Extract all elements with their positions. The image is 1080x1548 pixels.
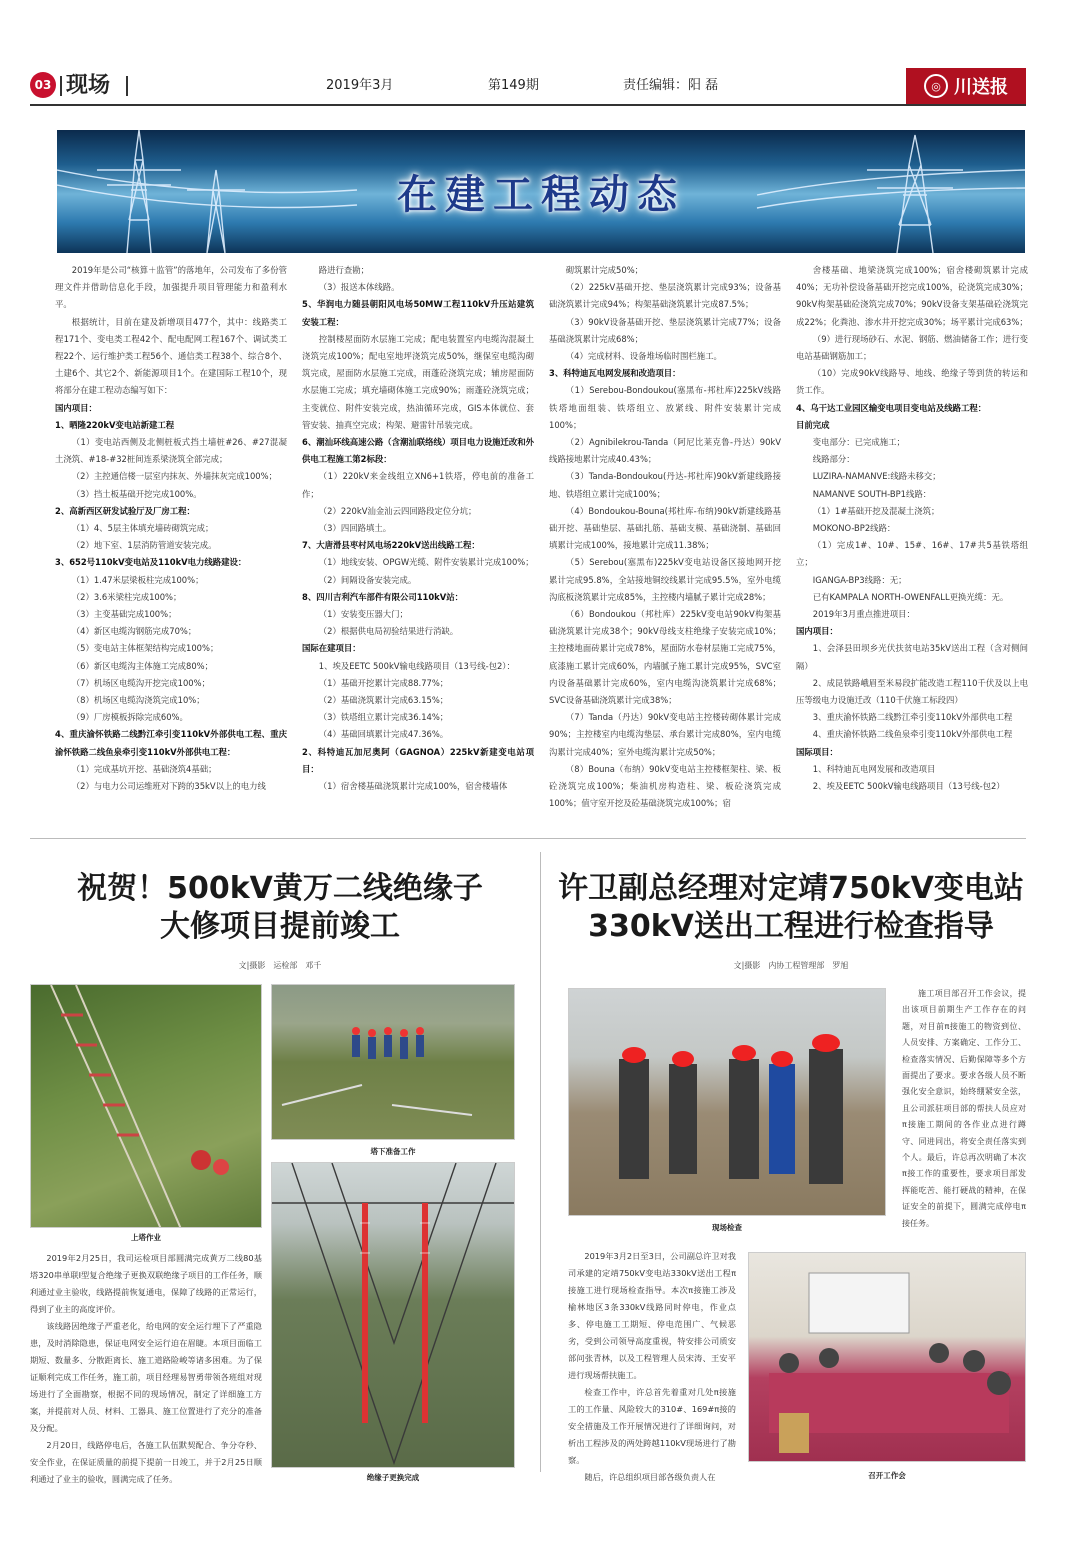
- paragraph: （7）机场区电缆沟开挖完成100%；: [71, 677, 210, 688]
- paragraph: 路进行查勘；: [318, 265, 370, 275]
- project-status-columns: [55, 262, 1030, 822]
- paragraph: 检查工作中，许总首先着重对几处π接施工的工作量、风险较大的310#、169#π接的安全措施及工作开展情况进行了详细询问，对析出工程涉及的两处跨越110kV现场进行了勘察。: [568, 1387, 736, 1465]
- paragraph: （9）厂房模板拆除完成60%。: [71, 712, 188, 723]
- paragraph: 2019年是公司“核算＋监管”的落地年，公司发布了多份管理文件并借助信息化手段，加强提升项目管理能力和盈利水平。: [55, 265, 287, 310]
- paragraph: （1）地线安装、OPGW光缆、附件安装累计完成100%；: [318, 557, 534, 568]
- paragraph: 砌筑累计完成50%；: [565, 265, 644, 275]
- article2-title-line2: 330kV送出工程进行检查指导: [588, 909, 994, 944]
- paragraph: （4）完成材料、设备堆场临时围栏施工。: [565, 351, 722, 362]
- issue-number: 第149期: [488, 78, 539, 93]
- paragraph: （3）Tanda-Bondoukou(丹达-邦杜库)90kV新建线路接地、铁塔组立累计完成100%；: [549, 471, 781, 499]
- column-heading: 4、乌干达工业园区输变电项目变电站及线路工程：: [796, 402, 987, 413]
- column-heading: 2、科特迪瓦加尼奥阿（GAGNOA）225kV新建变电站项目：: [302, 746, 534, 774]
- text-column-2: [302, 262, 534, 822]
- paragraph: （1）变电站西侧及北侧桩板式挡土墙桩#26、#27混凝土浇筑、#18-#32桩间连系梁浇筑全部完成；: [55, 437, 287, 465]
- column-heading: 国内项目：: [796, 626, 838, 637]
- paragraph: （2）主控通信楼一层室内抹灰、外墙抹灰完成100%；: [71, 471, 277, 482]
- paragraph: （1）基础开挖累计完成88.77%；: [318, 677, 449, 688]
- banner-title: 在建工程动态: [397, 172, 685, 218]
- paragraph: （2）基础浇筑累计完成63.15%；: [318, 695, 449, 706]
- paragraph: （2）225kV基础开挖、垫层浇筑累计完成93%；设备基础浇筑累计完成94%；构架基础浇筑累计完成87.5%；: [549, 282, 781, 310]
- section-divider: [30, 838, 1026, 839]
- column-divider: [540, 852, 541, 1472]
- section-name: 现场: [66, 73, 111, 98]
- photo-caption: 塔下准备工作: [370, 1147, 416, 1156]
- work-meeting-photo: [748, 1252, 1026, 1462]
- paragraph: （3）90kV设备基础开挖、垫层浇筑累计完成77%；设备基础浇筑累计完成68%；: [549, 316, 781, 344]
- paragraph: 2019年3月重点推进项目：: [812, 609, 915, 620]
- column-heading: 国内项目：: [55, 402, 97, 413]
- photo-caption: 现场检查: [712, 1223, 742, 1232]
- newspaper-logo: [906, 68, 1026, 104]
- site-inspection-photo: [568, 988, 886, 1216]
- divider: [126, 76, 128, 96]
- paragraph: （1）1#基础开挖及混凝土浇筑；: [812, 505, 940, 516]
- paragraph: （6）新区电缆沟主体施工完成80%；: [71, 660, 213, 671]
- paragraph: （1）1.47米层梁板柱完成100%；: [71, 574, 204, 585]
- paragraph: 2019年3月2日至3日，公司副总许卫对我司承建的定靖750kV变电站330kV送出工程π接施工进行现场检查指导。本次π接施工涉及榆林地区3条330kV线路同时停电，作业点多、停电施工工期短、停电范围广、气候恶劣，受到公司领导高度重视，特安排公司质安部问张青林，以及工程管理人员宋涛、王安平进行现场帮扶施工。: [568, 1251, 736, 1380]
- paragraph: LUZIRA-NAMANVE:线路未移交；: [812, 471, 941, 482]
- paragraph: 根据统计，目前在建及新增项目477个，其中：线路类工程171个、变电类工程42个、配电配网工程167个、调试类工程22个、运行维护类工程56个、通信类工程38个、综合8个、土建6个、其它2个、新能源项目1个。在建国际工程10个，现将部分在建工程动态编写如下：: [55, 316, 287, 396]
- paragraph: （4）新区电缆沟钢筋完成70%；: [71, 626, 197, 637]
- paragraph: 随后，许总组织项目部各级负责人在: [584, 1472, 716, 1482]
- issue-date: 2019年3月: [326, 78, 394, 93]
- column-heading: 6、潮汕环线高速公路（含潮汕联络线）项目电力设施迁改和外供电工程施工第2标段：: [302, 437, 534, 465]
- paragraph: （2）与电力公司运维班对下跨的35kV以上的电力线: [71, 781, 266, 792]
- photo-caption: 上塔作业: [131, 1233, 161, 1242]
- photo-caption: 召开工作会: [868, 1471, 906, 1480]
- article1-credit: 文|摄影 运检部 邓千: [238, 961, 322, 970]
- page-number: 03: [30, 72, 56, 98]
- paragraph: （7）Tanda（丹达）90kV变电站主控楼砖砌体累计完成90%；主控楼室内电缆沟垫层、承台累计完成80%，室内电缆沟累计完成40%；室外电缆沟累计完成50%；: [549, 712, 781, 757]
- paragraph: （1）安装变压器大门；: [318, 609, 408, 620]
- paragraph: 该线路因绝缘子严重老化，给电网的安全运行埋下了严重隐患，及时消除隐患，保证电网安全运行迫在眉睫。本项目面临工期短、数量多、分散距离长、施工道路险峻等诸多困难。为了保证顺利完成工作任务，施工前，项目经理易智勇带领各班组对现场进行了全面勘察，根据不同的现场情况，制定了详细施工方案，并提前对人员、材料、工器具、施工位置进行了充分的准备及分配。: [30, 1321, 262, 1433]
- workers-illustration: [272, 985, 515, 1140]
- article1-title: [30, 870, 530, 946]
- tower-work-photo: [30, 984, 262, 1228]
- paragraph: （1）完成基坑开挖、基础浇筑4基础；: [71, 763, 217, 774]
- paragraph: （2）地下室、1层消防管道安装完成。: [71, 540, 217, 551]
- paragraph: （8）机场区电缆沟浇筑完成10%；: [71, 695, 205, 706]
- paragraph: 线路部分：: [812, 454, 855, 465]
- paragraph: （1）Serebou-Bondoukou(塞黑布-邦杜库)225kV线路铁塔地面组装、铁塔组立、放紧线、附件安装累计完成100%；: [549, 385, 781, 430]
- paragraph: 控制楼屋面防水层施工完成；配电装置室内电缆沟混凝土浇筑完成100%；配电室地坪浇筑完成50%，继保室电缆沟砌筑完成，屋面防水层施工完成，雨蓬砼浇筑完成；辅房屋面防水层施工完成；填充墙砌体施工完成90%；雨蓬砼浇筑完成；主变就位、附件安装完成，热油循环完成，GIS本体就位、套管安装、抽真空完成；构架、避雷针吊装完成。: [302, 333, 534, 430]
- page-header: [30, 68, 1026, 104]
- column-heading: 国际在建项目：: [302, 643, 361, 654]
- paragraph: 3、重庆渝怀铁路二线黔江牵引变110kV外部供电工程: [812, 712, 1013, 723]
- banner: [57, 130, 1025, 253]
- article1-title-line2: 大修项目提前竣工: [160, 909, 400, 944]
- paragraph: （2）根据供电局初验结果进行消缺。: [318, 626, 459, 637]
- paragraph: 舍楼基础、地梁浇筑完成100%；宿舍楼砌筑累计完成40%；无功补偿设备基础开挖完成100%，砼浇筑完成30%；90kV构架基础砼浇筑完成70%；90kV设备支架基础砼浇筑完成22%；化粪池、渗水井开挖完成30%；场平累计完成63%；: [796, 265, 1028, 327]
- insulator-string-illustration: [272, 1163, 515, 1468]
- column-heading: 3、科特迪瓦电网发展和改造项目：: [549, 368, 681, 379]
- logo-emblem-icon: ◎: [924, 74, 948, 98]
- column-heading: 5、华润电力随县朝阳风电场50MW工程110kV升压站建筑安装工程：: [302, 299, 534, 327]
- paragraph: （3）主变基础完成100%；: [71, 609, 177, 620]
- paragraph: MOKONO-BP2线路：: [812, 523, 896, 534]
- column-heading: 8、四川吉利汽车部件有限公司110kV站：: [302, 591, 463, 602]
- column-heading: 1、晒隆220kV变电站新建工程: [55, 419, 175, 430]
- paragraph: NAMANVE SOUTH-BP1线路：: [812, 488, 932, 499]
- paragraph: （3）四回路填土。: [318, 523, 392, 534]
- paragraph: （3）铁塔组立累计完成36.14%；: [318, 712, 449, 723]
- paragraph: （9）进行现场砂石、水泥、钢筋、燃油储备工作；进行变电站基础钢筋加工；: [796, 333, 1028, 362]
- paragraph: （5）Serebou(塞黑布)225kV变电站设备区接地网开挖累计完成95.8%，全站接地铜绞线累计完成95.5%，室外电缆沟底板浇筑累计完成85%，主控楼内墙腻子累计完成28%；: [549, 557, 781, 602]
- text-column-1: [55, 262, 287, 822]
- paragraph: 1、科特迪瓦电网发展和改造项目: [812, 763, 936, 774]
- paragraph: （5）变电站主体框架结构完成100%；: [71, 643, 219, 654]
- paragraph: 2、成昆铁路峨眉至米易段扩能改造工程110千伏及以上电压等级电力设施迁改（110千伏施工标段四）: [796, 677, 1028, 706]
- column-heading: 7、大唐滑县枣村风电场220kV送出线路工程：: [302, 540, 480, 551]
- editor: 责任编辑：阳 磊: [623, 78, 719, 93]
- article2-credit: 文|摄影 内协工程管理部 罗旭: [733, 961, 849, 970]
- paragraph: IGANGA-BP3线路：无；: [812, 574, 907, 585]
- paragraph: （2）3.6米梁柱完成100%；: [71, 591, 182, 602]
- column-heading: 2、高新西区研发试验厅及厂房工程：: [55, 505, 195, 516]
- paragraph: 2月20日，线路停电后，各施工队伍默契配合、争分夺秒、安全作业，在保证质量的前提下提前一日竣工，并于2月25日顺利通过了业主的验收，圆满完成了任务。: [30, 1440, 262, 1484]
- text-column-4: [796, 262, 1028, 822]
- paragraph: 1、埃及EETC 500kV输电线路项目（13号线-包2）：: [318, 660, 515, 671]
- paragraph: （1）宿舍楼基础浇筑累计完成100%，宿舍楼墙体: [318, 781, 508, 792]
- paragraph: （6）Bondoukou（邦杜库）225kV变电站90kV构架基础浇筑累计完成38个；90kV母线支柱绝缘子安装完成10%；主控楼地面砖累计完成78%，屋面防水卷材层施工完成75%，底漆施工累计完成60%，内墙腻子施工累计完成95%，SVC室内设备基础累计完成60%，室内电缆沟浇筑累计完成68%；SVC设备基础浇筑累计完成38%；: [549, 609, 781, 706]
- article2-title-line1: 许卫副总经理对定靖750kV变电站: [558, 871, 1024, 906]
- column-heading: 目前完成: [796, 419, 830, 430]
- paragraph: （2）220kV汕金汕云四回路段定位分坑；: [318, 505, 477, 516]
- paragraph: （4）Bondoukou-Bouna(邦杜库-布纳)90kV新建线路基础开挖、基础垫层、基础扎筋、基础支模、基础浇制、基础回填累计完成100%，接地累计完成11.38%；: [549, 505, 781, 551]
- paragraph: 已有KAMPALA NORTH-OWENFALL更换光缆：无。: [812, 591, 1009, 602]
- inspection-team-illustration: [569, 989, 886, 1216]
- paragraph: （1）完成1#、10#、15#、16#、17#共5基铁塔组立；: [796, 540, 1028, 568]
- paragraph: （4）基础回填累计完成47.36%。: [318, 729, 449, 740]
- logo-text: 川送报: [954, 77, 1008, 98]
- paragraph: （8）Bouna（布纳）90kV变电站主控楼框架柱、梁、板砼浇筑完成100%；柴油机房构造柱、梁、板砼浇筑完成100%；值守室开挖及砼基础浇筑完成100%；宿: [549, 763, 781, 809]
- paragraph: 2019年2月25日，我司运检项目部圆满完成黄万二线80基塔320串单联I型复合绝缘子更换双联绝缘子项目的工作任务，顺利通过业主验收，线路提前恢复通电，保障了线路的正常运行，得到了业主的高度评价。: [30, 1253, 262, 1314]
- header-rule: [30, 104, 1026, 106]
- article2-body: [568, 1248, 736, 1486]
- text-column-3: [549, 262, 781, 822]
- tower-ladder-illustration: [31, 985, 262, 1228]
- paragraph: （10）完成90kV线路导、地线、绝缘子等到货的转运和货工作。: [796, 368, 1028, 396]
- insulator-replacement-photo: [271, 1162, 515, 1468]
- ground-preparation-photo: [271, 984, 515, 1140]
- paragraph: 2、埃及EETC 500kV输电线路项目（13号线-包2）: [812, 781, 1005, 792]
- article1-title-line1: 祝贺！500kV黄万二线绝缘子: [77, 871, 483, 906]
- article2-title: [556, 870, 1026, 946]
- paragraph: 4、重庆渝怀铁路二线鱼泉牵引变110kV外部供电工程: [812, 729, 1013, 740]
- article2-side-text: [902, 986, 1026, 1232]
- paragraph: 施工项目部召开工作会议，提出该项目前期生产工作存在的问题，对目前π接施工的物资到位、人员安排、方案确定、工作分工、检查落实情况、后勤保障等多个方面提出了要求。要求各级人员不断强化安全意识，始终绷紧安全弦，且公司派驻项目部的帮扶人员应对π接施工期间的各作业点进行蹲守、同进同出，将安全责任落实到个人。最后，许总再次明确了本次π接工作的重要性，要求项目部发挥能吃苦、能打硬战的精神，在保证安全的前提下，圆满完成停电π接任务。: [902, 989, 1026, 1228]
- paragraph: （1）220kV来金线组立XN6+1铁塔，停电前的准备工作；: [302, 471, 534, 499]
- column-heading: 3、652号110kV变电站及110kV电力线路建设：: [55, 557, 247, 568]
- article1-body: [30, 1250, 262, 1488]
- column-heading: 4、重庆渝怀铁路二线黔江牵引变110kV外部供电工程、重庆渝怀铁路二线鱼泉牵引变110kV外部供电工程：: [55, 729, 287, 757]
- divider: [60, 76, 62, 96]
- column-heading: 国际项目：: [796, 746, 838, 757]
- paragraph: （2）间隔设备安装完成。: [318, 574, 417, 585]
- meeting-room-illustration: [749, 1253, 1026, 1462]
- paragraph: 变电部分：已完成施工；: [812, 437, 905, 448]
- paragraph: 1、会泽县田坝乡光伏扶贫电站35kV送出工程（含对侧间隔）: [796, 643, 1028, 671]
- paragraph: （1）4、5层主体填充墙砖砌筑完成；: [71, 523, 214, 534]
- paragraph: （2）Agnibilekrou-Tanda（阿尼比莱克鲁-丹达）90kV线路接地累计完成40.43%；: [549, 437, 781, 465]
- photo-caption: 绝缘子更换完成: [366, 1473, 420, 1482]
- paragraph: （3）报送本体线路。: [318, 282, 400, 293]
- paragraph: （3）挡土板基础开挖完成100%。: [71, 488, 202, 499]
